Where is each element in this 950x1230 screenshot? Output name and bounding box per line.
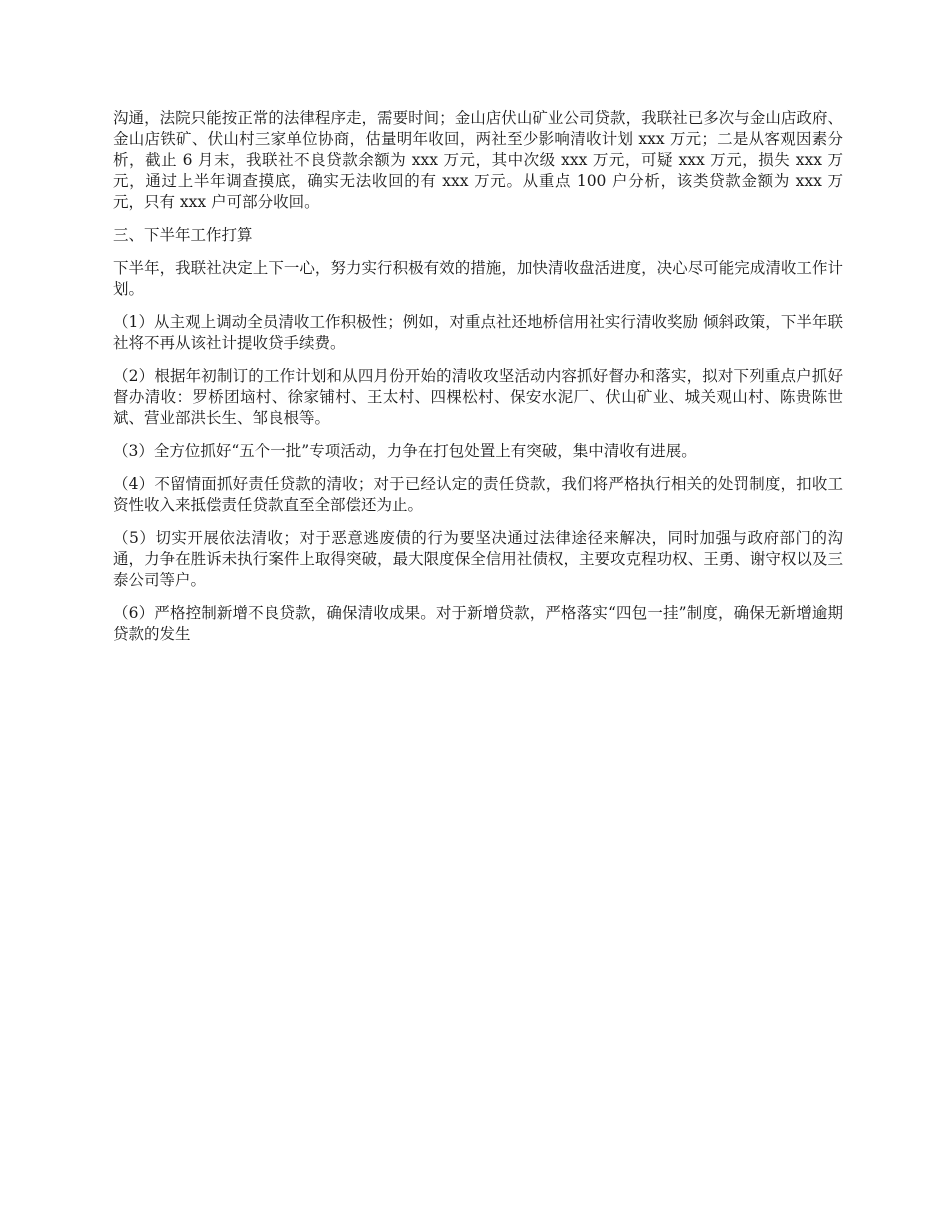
section-heading-second-half-plan: 三、下半年工作打算 [113,226,253,244]
list-item-2: （2）根据年初制订的工作计划和从四月份开始的清收攻坚活动内容抓好督办和落实，拟对下列重点户抓好督办清收：罗桥团垴村、徐家铺村、王太村、四棵松村、保安水泥厂、伏山矿业、城关观山村、陈贵陈世斌、营业部洪长生、邹良根等。 [113,367,843,427]
list-item-1: （1）从主观上调动全员清收工作积极性；例如，对重点社还地桥信用社实行清收奖励 倾斜政策，下半年联社将不再从该社计提收贷手续费。 [113,313,843,352]
list-item-3: （3）全方位抓好“五个一批”专项活动，力争在打包处置上有突破，集中清收有进展。 [113,442,697,460]
list-item-5: （5）切实开展依法清收；对于恶意逃废债的行为要坚决通过法律途径来解决，同时加强与政府部门的沟通，力争在胜诉未执行案件上取得突破，最大限度保全信用社债权，主要攻克程功权、王勇、谢守权以及三泰公司等户。 [113,529,843,589]
paragraph-second-half-intro: 下半年，我联社决定上下一心，努力实行积极有效的措施，加快清收盘活进度，决心尽可能完成清收工作计划。 [113,259,843,298]
list-item-6: （6）严格控制新增不良贷款，确保清收成果。对于新增贷款，严格落实“四包一挂”制度，确保无新增逾期贷款的发生 [113,604,843,643]
document-page [113,108,843,657]
paragraph-loan-analysis: 沟通，法院只能按正常的法律程序走，需要时间；金山店伏山矿业公司贷款，我联社已多次与金山店政府、金山店铁矿、伏山村三家单位协商，估量明年收回，两社至少影响清收计划 xxx 万元；二是从客观因素分析，截止 6 月末，我联社不良贷款余额为 xxx 万元，其中次级 xxx 万元，可疑 xxx 万元，损失 xxx 万元，通过上半年调查摸底，确实无法收回的有 xxx 万元。从重点 100 户分析，该类贷款金额为 xxx 万元，只有 xxx 户可部分收回。 [113,109,843,211]
list-item-4: （4）不留情面抓好责任贷款的清收；对于已经认定的责任贷款，我们将严格执行相关的处罚制度，扣收工资性收入来抵偿责任贷款直至全部偿还为止。 [113,475,843,514]
